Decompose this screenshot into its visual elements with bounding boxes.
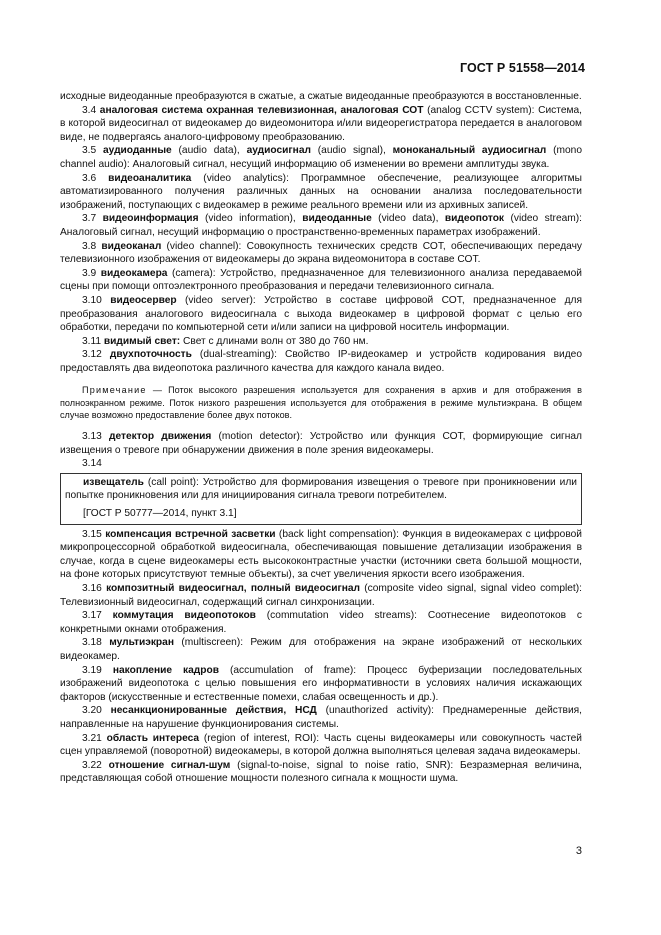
term-paragraph	[60, 104, 582, 145]
term-name: композитный видеосигнал, полный видеосигнал	[106, 583, 361, 595]
boxed-term	[60, 473, 582, 525]
boxed-term-text	[65, 476, 577, 503]
term-definition: (video channel): Совокупность технических средств СОТ, обеспечивающих передачу телевизионного изображения от видеокамеры до экрана видеомонитора в составе СОТ.	[60, 240, 582, 266]
terms-list-b	[60, 430, 582, 457]
boxed-term-number: 3.14	[82, 458, 102, 470]
term-definition: (composite video signal, signal video complet): Телевизионный видеосигнал, содержащий сигнал синхронизации.	[60, 583, 582, 608]
term-definition: (accumulation of frame): Процесс буферизации последовательных изображений видеопотока с целью повышения его информативности в условиях наличия искажающих факторов (искусственные и естественные помехи, слабая освещенность и др.).	[60, 664, 582, 703]
term-name: несанкционированные действия, НСД	[110, 705, 317, 717]
term-name: аналоговая система охранная телевизионная, аналоговая СОТ	[99, 104, 424, 116]
term-name: видеокамера	[100, 267, 168, 279]
term-name: видеоаналитика	[108, 172, 192, 184]
term-name: аудиоданные	[103, 145, 172, 157]
term-paragraph	[60, 348, 582, 375]
term-number: 3.22	[82, 759, 109, 771]
intro-paragraph: исходные видеоданные преобразуются в сжатые, а сжатые видеоданные преобразуются в восстановленные.	[60, 91, 582, 102]
term-number: 3.15	[82, 528, 106, 540]
document-body	[60, 90, 582, 786]
term-paragraph	[60, 294, 582, 335]
term-definition: (mono channel audio): Аналоговый сигнал, несущий информацию об изменении во времени амплитуды звука.	[60, 145, 582, 170]
term-definition: (video analytics): Программное обеспечение, реализующее алгоритмы автоматизированного получения различных данных на основании анализа последовательности изображений, поступающих с видеокамер в режиме реального времени или из архивных записей.	[60, 172, 582, 211]
term-number: 3.10	[82, 294, 111, 306]
term-paragraph	[60, 335, 582, 349]
term-number: 3.13	[82, 431, 110, 443]
term-name: видеоинформация	[102, 213, 199, 225]
term-name-alt: видеопоток	[444, 213, 505, 225]
document-header-id: ГОСТ Р 51558—2014	[459, 61, 585, 75]
terms-list-c	[60, 528, 582, 786]
term-definition: (signal-to-noise, signal to noise ratio, SNR): Безразмерная величина, представляющая собой отношение мощности полезного сигнала к мощности шума.	[60, 759, 582, 785]
term-number: 3.6	[82, 172, 109, 184]
term-paragraph	[60, 609, 582, 636]
term-definition: (unauthorized activity): Преднамеренные действия, направленные на нарушение функционирования системы.	[60, 705, 582, 730]
term-number: 3.20	[82, 705, 111, 717]
term-definition: (motion detector): Устройство или функция СОТ, формирующие сигнал извещения о тревоге при обнаружении движения в поле зрения видеокамеры.	[60, 431, 582, 456]
term-definition: (multiscreen): Режим для отображения на экране изображений от нескольких видеокамер.	[60, 637, 582, 662]
term-definition: (region of interest, ROI): Часть сцены видеокамеры или совокупность частей сцен управляемой (поворотной) видеокамеры, в которой должна выполняться целевая задача видеокамеры.	[60, 732, 582, 758]
term-number: 3.21	[82, 732, 107, 744]
term-paragraph	[60, 759, 582, 786]
boxed-term-name: извещатель	[83, 476, 144, 488]
term-paragraph	[60, 528, 582, 582]
term-name: двухпоточность	[109, 349, 192, 361]
term-connector: (video information),	[198, 213, 303, 225]
term-paragraph	[60, 267, 582, 294]
term-connector: (video data),	[371, 213, 445, 225]
term-paragraph	[60, 732, 582, 759]
term-number: 3.17	[82, 610, 113, 622]
term-paragraph	[60, 664, 582, 705]
term-paragraph	[60, 240, 582, 267]
term-name: накопление кадров	[112, 664, 219, 676]
note-paragraph	[60, 384, 582, 421]
term-name: видеоканал	[101, 240, 162, 252]
term-paragraph	[60, 704, 582, 731]
term-name: видеосервер	[110, 294, 177, 306]
term-name-alt: аудиосигнал	[246, 145, 311, 157]
term-number: 3.4	[82, 104, 100, 116]
term-name: компенсация встречной засветки	[105, 528, 276, 540]
term-connector: (audio signal),	[310, 145, 393, 157]
term-connector: (audio data),	[171, 145, 247, 157]
term-definition: (analog CCTV system): Система, в которой видеосигнал от видеокамер до видеомонитора и/или видеорегистратора передается в аналоговом виде, не подвергаясь аналого-цифровому преобразованию.	[60, 104, 582, 143]
term-number: 3.16	[82, 583, 107, 595]
term-number: 3.9	[82, 267, 101, 279]
term-number: 3.8	[82, 240, 102, 252]
boxed-term-definition: (call point): Устройство для формирования извещения о тревоге при проникновении или попытке проникновения или для инициирования сигнала тревоги потребителем.	[65, 476, 577, 502]
term-number: 3.7	[82, 213, 103, 225]
boxed-term-source: [ГОСТ Р 50777—2014, пункт 3.1]	[83, 508, 237, 520]
term-paragraph	[60, 144, 582, 171]
terms-list-a	[60, 104, 582, 376]
term-paragraph	[60, 430, 582, 457]
term-name: детектор движения	[109, 431, 212, 443]
term-paragraph	[60, 582, 582, 609]
term-definition: (video stream): Аналоговый сигнал, несущий информацию о пространственно-временных параметрах изображений.	[60, 213, 582, 238]
note-label: Примечание	[82, 385, 147, 396]
term-definition: (dual-streaming): Свойство IP-видеокамер и устройств кодирования видео предоставлять два видеопотока различного качества для каждого канала видео.	[60, 349, 582, 374]
note-text: Поток высокого разрешения используется для сохранения в архив и для отображения в полноэкранном режиме. Поток низкого разрешения используется для отображения в режиме мультиэкрана. В общем случае возможно предоставление более двух потоков.	[60, 385, 582, 420]
term-name: мультиэкран	[109, 637, 174, 649]
term-name: коммутация видеопотоков	[112, 610, 256, 622]
term-number: 3.11	[82, 335, 104, 347]
term-name: отношение сигнал-шум	[108, 759, 231, 771]
term-number: 3.18	[82, 637, 110, 649]
term-paragraph	[60, 172, 582, 213]
term-definition: (camera): Устройство, предназначенное для телевизионного анализа передаваемой сцены при помощи оптоэлектронного преобразования и передачи телевизионного сигнала.	[60, 267, 582, 293]
note-dash: —	[146, 385, 169, 396]
term-name: область интереса	[106, 732, 200, 744]
term-number: 3.19	[82, 664, 113, 676]
term-number: 3.5	[82, 145, 103, 157]
term-name: видимый свет:	[103, 335, 181, 347]
term-definition: Свет с длинами волн от 380 до 760 нм.	[180, 335, 369, 347]
term-definition: (video server): Устройство в составе цифровой СОТ, предназначенное для преобразования аналогового видеосигнала с выхода видеокамер в цифровой формат с целью его обработки, передачи по компьютерной сети и/или записи на цифровой носитель информации.	[60, 294, 582, 334]
term-name-alt: видеоданные	[302, 213, 372, 225]
term-name-alt: моноканальный аудиосигнал	[392, 145, 547, 157]
term-paragraph	[60, 636, 582, 663]
term-paragraph	[60, 212, 582, 239]
page-number: 3	[575, 845, 582, 857]
term-definition: (back light compensation): Функция в видеокамерах с цифровой микропроцессорной обработкой видеосигнала, обеспечивающая повышение детализации изображения в случае, когда в сцене видеокамеры есть высококонтрастные участки (источники света большой мощности, на фоне которых присутствуют темные объекты), за счет увеличения яркости всего изображения.	[60, 528, 582, 581]
term-number: 3.12	[82, 349, 110, 361]
term-definition: (commutation video streams): Соотнесение видеопотоков с конкретными окнами отображения.	[60, 610, 582, 635]
